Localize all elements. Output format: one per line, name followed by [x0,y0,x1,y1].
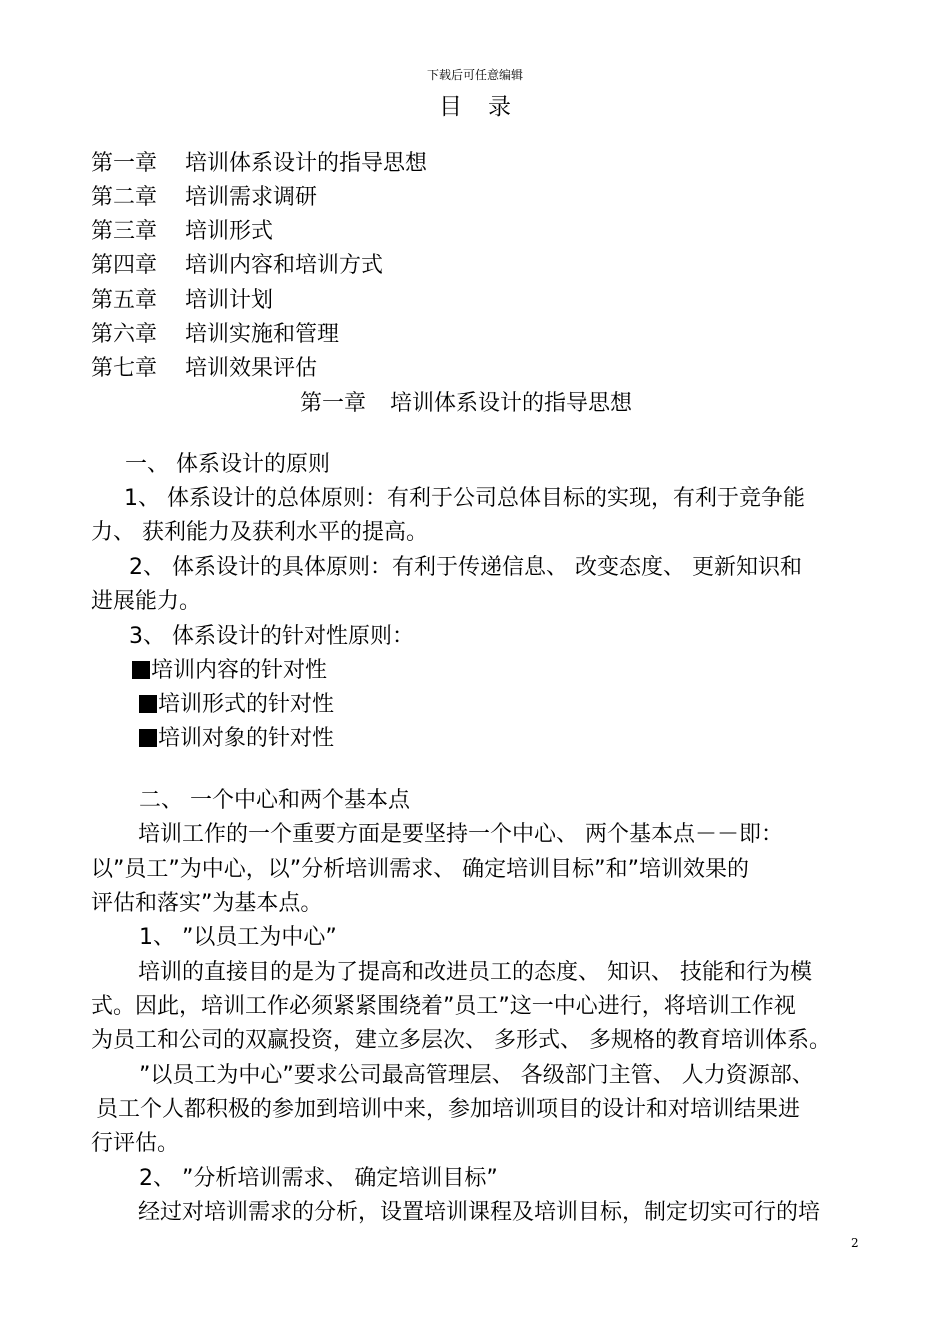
toc-item [91,180,317,211]
paragraph-line: ”以员工为中心”要求公司最高管理层、 各级部门主管、 人力资源部、 [139,1063,814,1088]
toc-item [91,351,317,382]
toc-item-title: 培训体系设计的指导思想 [185,151,428,176]
bullet-item [139,687,334,718]
paragraph-line: 为员工和公司的双赢投资，建立多层次、 多形式、 多规格的教育培训体系。 [91,1028,831,1053]
section-heading: 一、 体系设计的原则 [125,452,330,477]
toc-item-number: 第二章 [91,185,158,210]
toc-item-number: 第五章 [91,288,158,313]
paragraph-line: 培训的直接目的是为了提高和改进员工的态度、 知识、 技能和行为模 [138,960,812,985]
bullet-text: 培训对象的针对性 [158,726,335,751]
bullet-text: 培训形式的针对性 [158,692,335,717]
paragraph-line: 以”员工”为中心，以”分析培训需求、 确定培训目标”和”培训效果的 [91,857,749,882]
paragraph-line: 式。因此，培训工作必须紧紧围绕着”员工”这一中心进行，将培训工作视 [91,994,796,1019]
bullet-item [132,653,327,684]
bullet-text: 培训内容的针对性 [151,658,328,683]
paragraph-line: 3、 体系设计的针对性原则： [129,624,414,649]
black-square-icon [132,661,150,679]
toc-title: 目录 [439,94,537,120]
page-number: 2 [851,1236,859,1250]
chapter-heading [300,386,632,417]
paragraph-line: 1、 体系设计的总体原则：有利于公司总体目标的实现，有利于竞争能 [124,486,805,511]
black-square-icon [139,729,157,747]
toc-item [91,214,273,245]
black-square-icon [139,695,157,713]
toc-item [91,317,339,348]
chapter-title: 培训体系设计的指导思想 [390,391,633,416]
toc-item [91,146,427,177]
toc-item-number: 第一章 [91,151,158,176]
toc-item-title: 培训形式 [185,219,274,244]
toc-item-title: 培训内容和培训方式 [185,253,384,278]
toc-item-title: 培训计划 [185,288,274,313]
toc-item-title: 培训实施和管理 [185,322,340,347]
bullet-item [139,721,334,752]
toc-item-title: 培训效果评估 [185,356,318,381]
paragraph-line: 培训工作的一个重要方面是要坚持一个中心、 两个基本点－－即： [138,822,783,847]
toc-item-number: 第七章 [91,356,158,381]
paragraph-line: 2、 体系设计的具体原则：有利于传递信息、 改变态度、 更新知识和 [129,555,802,580]
chapter-number: 第一章 [300,391,367,416]
section-heading: 二、 一个中心和两个基本点 [139,788,410,813]
subsection-heading: 2、 ”分析培训需求、 确定培训目标” [139,1166,498,1191]
paragraph-line: 行评估。 [91,1131,180,1156]
paragraph-line: 经过对培训需求的分析，设置培训课程及培训目标，制定切实可行的培 [138,1200,821,1225]
toc-item [91,248,383,279]
toc-item-title: 培训需求调研 [185,185,318,210]
paragraph-line: 进展能力。 [91,589,202,614]
toc-item-number: 第三章 [91,219,158,244]
paragraph-line: 力、 获利能力及获利水平的提高。 [91,520,428,545]
header-note: 下载后可任意编辑 [426,68,523,82]
subsection-heading: 1、 ”以员工为中心” [139,925,337,950]
paragraph-line: 评估和落实”为基本点。 [91,891,323,916]
paragraph-line: 员工个人都积极的参加到培训中来，参加培训项目的设计和对培训结果进 [96,1097,801,1122]
toc-item [91,283,273,314]
toc-item-number: 第四章 [91,253,158,278]
toc-item-number: 第六章 [91,322,158,347]
